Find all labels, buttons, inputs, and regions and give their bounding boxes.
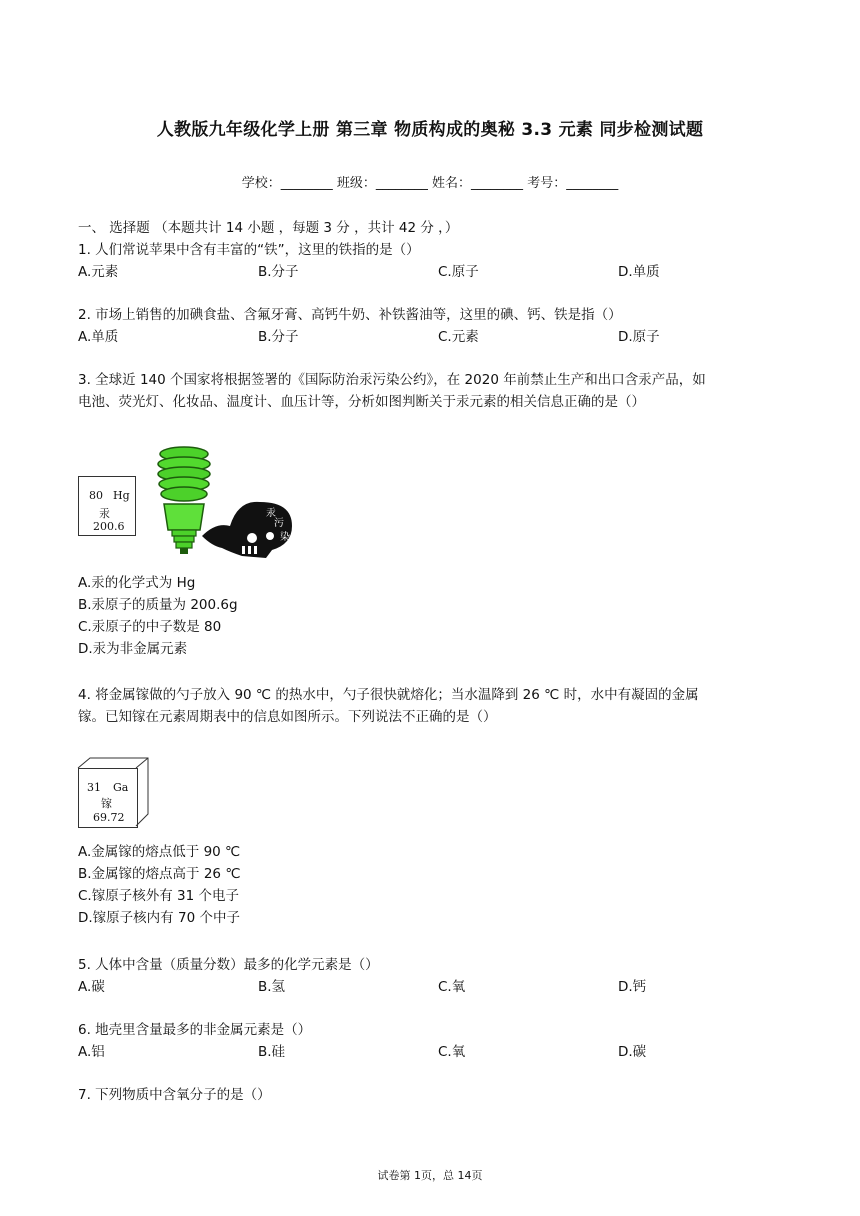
gallium-atomic-number: 31 xyxy=(87,781,101,794)
mercury-atomic-mass: 200.6 xyxy=(93,520,125,533)
q3-option-b: B.汞原子的质量为 200.6g xyxy=(78,597,238,613)
q6-option-d: D.碳 xyxy=(618,1044,647,1060)
q5-option-a: A.碳 xyxy=(78,979,105,995)
mercury-symbol: Hg xyxy=(113,489,130,502)
skull-text-3: 染 xyxy=(280,532,290,543)
q1-option-d: D.单质 xyxy=(618,264,660,280)
q2-option-c: C.元素 xyxy=(438,329,479,345)
q5-option-b: B.氢 xyxy=(258,979,286,995)
cfl-bulb-icon xyxy=(158,447,210,554)
section-heading: 一、 选择题 （本题共计 14 小题 ，每题 3 分 ，共计 42 分 ，） xyxy=(78,220,459,236)
question-5-stem: 5. 人体中含量（质量分数）最多的化学元素是（） xyxy=(78,957,379,973)
q6-option-a: A.铝 xyxy=(78,1044,105,1060)
question-6-stem: 6. 地壳里含量最多的非金属元素是（） xyxy=(78,1022,312,1038)
question-1-stem: 1. 人们常说苹果中含有丰富的“铁”，这里的铁指的是（） xyxy=(78,242,420,258)
student-info-line: 学校：________ 班级：________ 姓名：________ 考号：________ xyxy=(241,176,619,191)
page-title: 人教版九年级化学上册 第三章 物质构成的奥秘 3.3 元素 同步检测试题 xyxy=(156,120,704,140)
question-3-stem-line-2: 电池、荧光灯、化妆品、温度计、血压计等，分析如图判断关于汞元素的相关信息正确的是（） xyxy=(78,394,645,410)
question-4-stem-line-2: 镓。已知镓在元素周期表中的信息如图所示。下列说法不正确的是（） xyxy=(78,709,497,725)
skull-text-2: 污 xyxy=(274,518,284,529)
q6-option-b: B.硅 xyxy=(258,1044,286,1060)
question-2-stem: 2. 市场上销售的加碘食盐、含氟牙膏、高钙牛奶、补铁酱油等，这里的碘、钙、铁是指（） xyxy=(78,307,622,323)
q3-option-c: C.汞原子的中子数是 80 xyxy=(78,619,222,635)
skull-icon xyxy=(202,502,292,558)
skull-text-1: 汞 xyxy=(266,508,276,519)
gallium-element-tile xyxy=(78,768,138,828)
question-3-stem-line-1: 3. 全球近 140 个国家将根据签署的《国际防治汞污染公约》，在 2020 年前禁止生产和出口含汞产品，如 xyxy=(78,372,706,388)
page-footer: 试卷第 1页，总 14页 xyxy=(377,1169,483,1182)
q4-option-a: A.金属镓的熔点低于 90 ℃ xyxy=(78,844,241,860)
q6-option-c: C.氧 xyxy=(438,1044,466,1060)
q4-option-c: C.镓原子核外有 31 个电子 xyxy=(78,888,239,904)
mercury-lamp-illustration xyxy=(150,440,300,560)
q4-option-b: B.金属镓的熔点高于 26 ℃ xyxy=(78,866,241,882)
gallium-atomic-mass: 69.72 xyxy=(93,811,125,824)
question-4-stem-line-1: 4. 将金属镓做的勺子放入 90 ℃ 的热水中，勺子很快就熔化；当水温降到 26 ℃ 时，水中有凝固的金属 xyxy=(78,687,699,703)
question-7-stem: 7. 下列物质中含氧分子的是（） xyxy=(78,1087,271,1103)
q5-option-d: D.钙 xyxy=(618,979,647,995)
q5-option-c: C.氧 xyxy=(438,979,466,995)
mercury-atomic-number: 80 xyxy=(89,489,103,502)
q2-option-a: A.单质 xyxy=(78,329,119,345)
mercury-name: 汞 xyxy=(99,507,110,520)
q1-option-b: B.分子 xyxy=(258,264,299,280)
q4-option-d: D.镓原子核内有 70 个中子 xyxy=(78,910,240,926)
q1-option-c: C.原子 xyxy=(438,264,479,280)
gallium-symbol: Ga xyxy=(113,781,129,794)
q2-option-d: D.原子 xyxy=(618,329,660,345)
q3-option-d: D.汞为非金属元素 xyxy=(78,641,188,657)
mercury-element-tile xyxy=(78,476,136,536)
q3-option-a: A.汞的化学式为 Hg xyxy=(78,575,196,591)
q1-option-a: A.元素 xyxy=(78,264,119,280)
gallium-name: 镓 xyxy=(101,797,112,810)
q2-option-b: B.分子 xyxy=(258,329,299,345)
